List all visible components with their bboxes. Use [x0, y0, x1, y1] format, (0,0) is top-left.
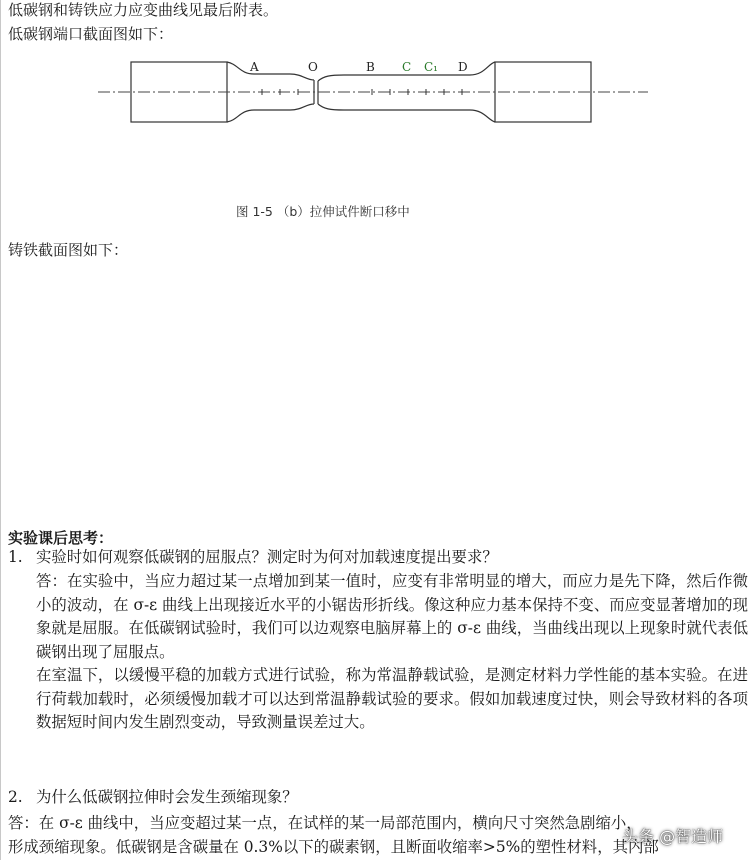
question-1-text: 实验时如何观察低碳钢的屈服点？测定时为何对加载速度提出要求？	[36, 548, 498, 566]
label-b: B	[366, 60, 375, 74]
label-a: A	[250, 60, 259, 74]
question-1-number: 1.	[8, 548, 23, 566]
answer-2-line-2: 形成颈缩现象。低碳钢是含碳量在 0.3%以下的碳素钢，且断面收缩率>5%的塑性材料，其内部	[8, 838, 659, 856]
section-title: 实验课后思考：	[8, 529, 114, 547]
question-2-number: 2.	[8, 788, 23, 806]
label-c: C	[402, 60, 412, 74]
cast-iron-heading: 铸铁截面图如下：	[8, 241, 129, 259]
figure-caption: 图 1-5 （b）拉伸试件断口移中	[236, 204, 410, 219]
answer-1-paragraph-2: 在室温下，以缓慢平稳的加载方式进行试验，称为常温静载试验，是测定材料力学性能的基本实验。在进行荷载加载时，必须缓慢加载才可以达到常温静载试验的要求。假如加载速度过快，则会导致材料的各项数据短时间内发生剧烈变动，导致测量误差过大。	[36, 666, 748, 731]
label-o: O	[308, 60, 318, 74]
answer-2-line-1: 答：在 σ-ε 曲线中，当应变超过某一点，在试样的某一局部范围内，横向尺寸突然急剧缩小，	[8, 814, 642, 832]
intro-line-1: 低碳钢和铸铁应力应变曲线见最后附表。	[8, 1, 279, 19]
answer-1-paragraph-1: 答：在实验中，当应力超过某一点增加到某一值时，应变有非常明显的增大，而应力是先下降，然后作微小的波动，在 σ-ε 曲线上出现接近水平的小锯齿形折线。像这种应力基本保持不变、而应变显著增加的现象就是屈服。在低碳钢试验时，我们可以边观察电脑屏幕上的 σ-ε 曲线，当曲线出现以上现象时就代表低碳钢出现了屈服点。	[36, 572, 748, 661]
label-d: D	[458, 60, 468, 74]
question-2-text: 为什么低碳钢拉伸时会发生颈缩现象？	[36, 788, 298, 806]
source-watermark: 头条 @智造师	[622, 827, 724, 846]
label-c1: C₁	[424, 60, 438, 74]
intro-line-2: 低碳钢端口截面图如下：	[8, 25, 174, 43]
specimen-figure	[0, 0, 753, 230]
